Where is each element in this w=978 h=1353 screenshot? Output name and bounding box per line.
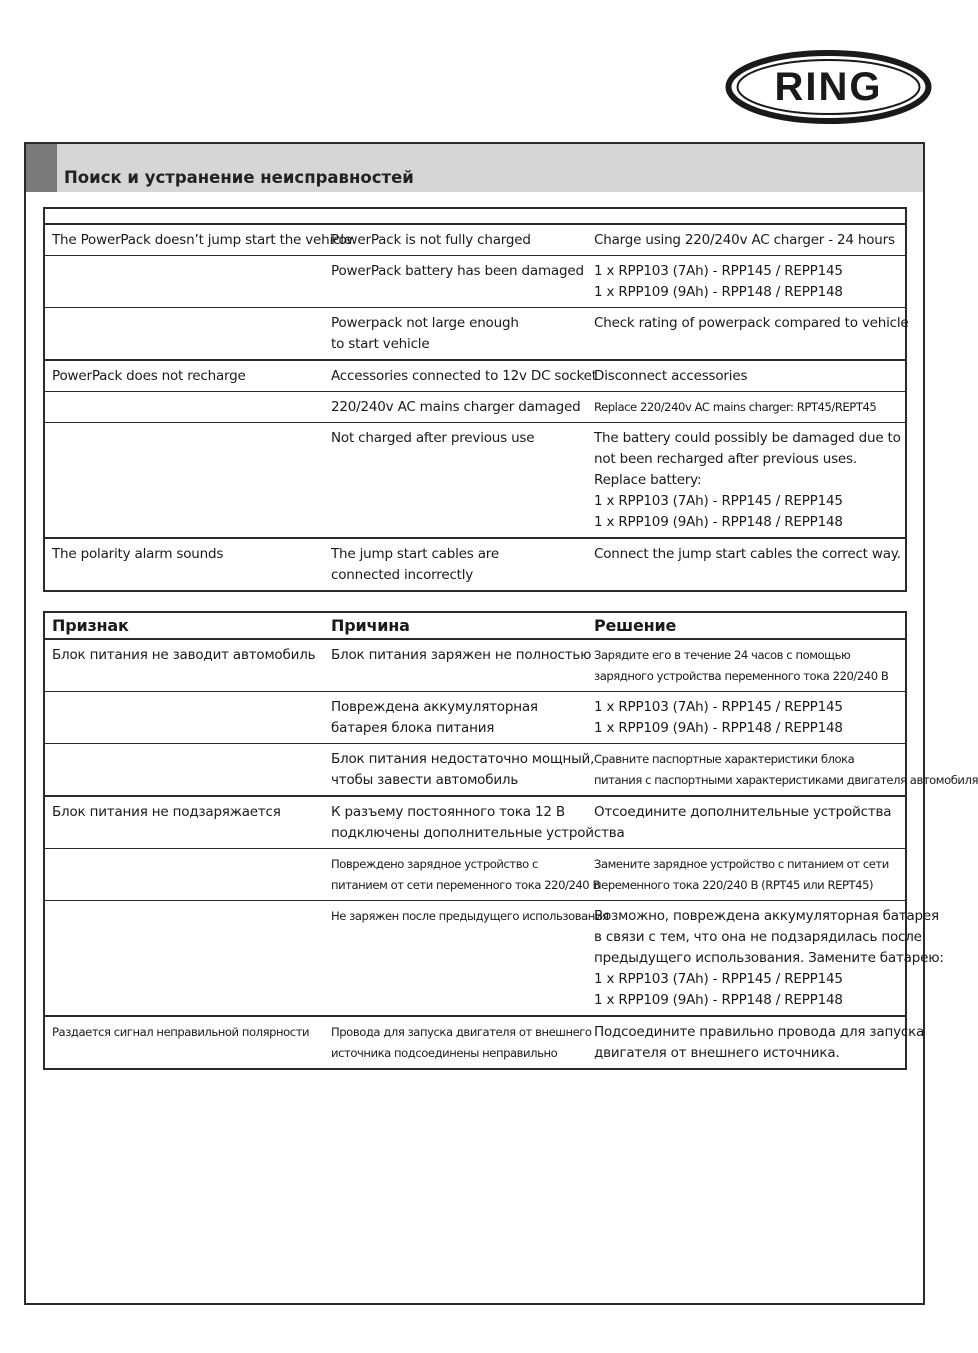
cause-line: The jump start cables are — [331, 546, 499, 562]
solution-cell — [587, 849, 906, 901]
solution-line: переменного тока 220/240 В (RPT45 или REPT45) — [594, 878, 874, 892]
solution-cell — [587, 308, 909, 361]
cause-cell — [324, 796, 625, 849]
solution-line: Зарядите его в течение 24 часов с помощью — [594, 648, 851, 662]
cause-line: чтобы завести автомобиль — [331, 772, 519, 788]
cause-line: Not charged after previous use — [331, 430, 535, 446]
table-row — [44, 308, 906, 361]
section-accent — [26, 144, 57, 192]
table-row — [44, 256, 906, 308]
symptom-text: Блок питания не подзаряжается — [52, 804, 281, 820]
symptom-cell — [44, 744, 324, 797]
cause-line: to start vehicle — [331, 336, 430, 352]
cause-cell — [324, 1016, 592, 1069]
solution-line: в связи с тем, что она не подзарядилась после — [594, 929, 922, 945]
table-row — [44, 744, 906, 797]
cause-cell — [324, 392, 587, 423]
table-row — [44, 224, 906, 256]
solution-cell — [587, 423, 906, 539]
symptom-cell — [44, 849, 324, 901]
solution-line: 1 x RPP103 (7Ah) - RPP145 / REPP145 — [594, 699, 843, 715]
cause-cell — [324, 423, 587, 539]
cause-line: PowerPack battery has been damaged — [331, 263, 584, 279]
cause-cell — [324, 256, 587, 308]
cause-line: подключены дополнительные устройства — [331, 825, 625, 841]
cause-cell — [324, 224, 587, 256]
symptom-cell — [44, 796, 324, 849]
solution-line: not been recharged after previous uses. — [594, 451, 857, 467]
solution-cell — [587, 639, 906, 692]
cause-line: connected incorrectly — [331, 567, 474, 583]
russian-table-header-row — [44, 612, 906, 639]
solution-line: Замените зарядное устройство с питанием от сети — [594, 857, 889, 871]
solution-line: The battery could possibly be damaged due to — [594, 430, 901, 446]
cause-line: Блок питания заряжен не полностью — [331, 647, 592, 663]
russian-troubleshooting-table — [43, 611, 978, 1070]
cause-line: питанием от сети переменного тока 220/240 В — [331, 878, 600, 892]
solution-line: 1 x RPP103 (7Ah) - RPP145 / REPP145 — [594, 493, 843, 509]
table-row — [44, 849, 906, 901]
solution-line: 1 x RPP109 (9Ah) - RPP148 / REPP148 — [594, 720, 843, 736]
table-row — [44, 901, 906, 1017]
symptom-cell — [44, 308, 324, 361]
cause-cell — [324, 308, 587, 361]
solution-cell — [587, 224, 906, 256]
solution-cell — [587, 796, 906, 849]
solution-line: Сравните паспортные характеристики блока — [594, 752, 855, 766]
solution-cell — [587, 538, 906, 591]
symptom-cell — [44, 538, 324, 591]
cause-cell — [324, 849, 600, 901]
solution-line: питания с паспортными характеристиками двигателя автомобиля — [594, 773, 978, 787]
symptom-text: Раздается сигнал неправильной полярности — [52, 1025, 310, 1039]
symptom-cell — [44, 423, 324, 539]
solution-line: 1 x RPP103 (7Ah) - RPP145 / REPP145 — [594, 263, 843, 279]
solution-line: 1 x RPP109 (9Ah) - RPP148 / REPP148 — [594, 992, 843, 1008]
solution-cell — [587, 901, 944, 1017]
cause-line: Повреждена аккумуляторная — [331, 699, 538, 715]
symptom-cell — [44, 639, 324, 692]
solution-line: Подсоедините правильно провода для запуска — [594, 1024, 925, 1040]
table-row — [44, 392, 906, 423]
ring-logo — [725, 50, 932, 124]
cause-cell — [324, 744, 595, 797]
cause-line: Powerpack not large enough — [331, 315, 519, 331]
symptom-cell — [44, 224, 352, 256]
cause-line: Accessories connected to 12v DC socket — [331, 368, 597, 384]
solution-line: Отсоедините дополнительные устройства — [594, 804, 892, 820]
solution-line: Replace 220/240v AC mains charger: RPT45/REPT45 — [594, 400, 877, 414]
symptom-cell — [44, 1016, 324, 1069]
symptom-text: The PowerPack doesn’t jump start the vehicle — [52, 232, 352, 248]
symptom-cell — [44, 392, 324, 423]
table-row — [44, 1016, 906, 1069]
cause-cell — [324, 692, 587, 744]
header-cause: Причина — [324, 612, 587, 639]
cause-cell — [324, 538, 587, 591]
symptom-text: The polarity alarm sounds — [52, 546, 224, 562]
symptom-cell — [44, 692, 324, 744]
cause-line: К разъему постоянного тока 12 В — [331, 804, 565, 820]
table-row — [44, 692, 906, 744]
solution-line: Возможно, повреждена аккумуляторная батарея — [594, 908, 939, 924]
symptom-cell — [44, 901, 324, 1017]
english-troubleshooting-table — [43, 207, 907, 592]
table-row — [44, 796, 906, 849]
cause-line: 220/240v AC mains charger damaged — [331, 399, 581, 415]
solution-line: 1 x RPP109 (9Ah) - RPP148 / REPP148 — [594, 514, 843, 530]
section-header — [26, 144, 923, 192]
symptom-text: PowerPack does not recharge — [52, 368, 246, 384]
solution-line: двигателя от внешнего источника. — [594, 1045, 840, 1061]
solution-cell — [587, 744, 978, 797]
table-row — [44, 360, 906, 392]
cause-line: Блок питания недостаточно мощный, — [331, 751, 595, 767]
solution-line: предыдущего использования. Замените батарею: — [594, 950, 944, 966]
header-solution: Решение — [587, 612, 906, 639]
solution-line: 1 x RPP109 (9Ah) - RPP148 / REPP148 — [594, 284, 843, 300]
cause-line: Провода для запуска двигателя от внешнего — [331, 1025, 592, 1039]
solution-line: Charge using 220/240v AC charger - 24 hours — [594, 232, 895, 248]
cause-line: Не заряжен после предыдущего использования — [331, 909, 609, 923]
header-symptom: Признак — [44, 612, 324, 639]
section-title: Поиск и устранение неисправностей — [64, 168, 414, 187]
cause-line: батарея блока питания — [331, 720, 495, 736]
cause-cell — [324, 901, 609, 1017]
solution-line: Replace battery: — [594, 472, 702, 488]
solution-line: Check rating of powerpack compared to vehicle — [594, 315, 909, 331]
cause-cell — [324, 639, 592, 692]
cause-line: Повреждено зарядное устройство с — [331, 857, 538, 871]
symptom-cell — [44, 360, 324, 392]
cause-line: PowerPack is not fully charged — [331, 232, 531, 248]
solution-line: Disconnect accessories — [594, 368, 748, 384]
solution-line: Connect the jump start cables the correct way. — [594, 546, 901, 562]
solution-cell — [587, 360, 906, 392]
solution-cell — [587, 1016, 925, 1069]
solution-cell — [587, 392, 906, 423]
english-table-header-blank — [44, 208, 906, 224]
solution-cell — [587, 256, 906, 308]
cause-cell — [324, 360, 597, 392]
logo-text: RING — [774, 65, 883, 109]
solution-cell — [587, 692, 906, 744]
symptom-text: Блок питания не заводит автомобиль — [52, 647, 316, 663]
cause-line: источника подсоединены неправильно — [331, 1046, 558, 1060]
table-row — [44, 639, 906, 692]
table-row — [44, 538, 906, 591]
symptom-cell — [44, 256, 324, 308]
solution-line: зарядного устройства переменного тока 220/240 В — [594, 669, 889, 683]
solution-line: 1 x RPP103 (7Ah) - RPP145 / REPP145 — [594, 971, 843, 987]
table-row — [44, 423, 906, 539]
